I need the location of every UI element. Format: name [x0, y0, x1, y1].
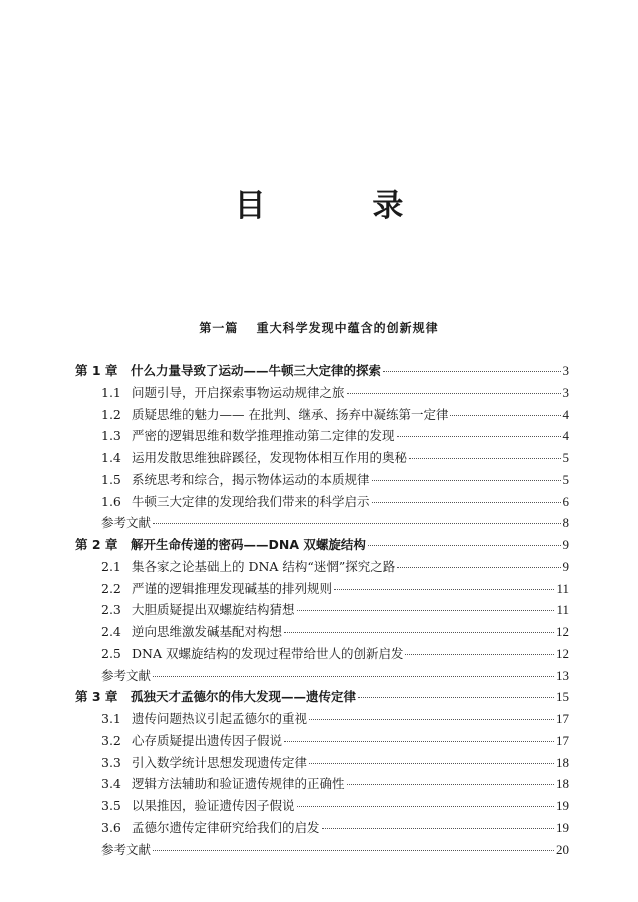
section-entry[interactable] [75, 556, 569, 578]
entry-title: 问题引导，开启探索事物运动规律之旅 [132, 384, 345, 400]
entry-title: 参考文献 [101, 841, 152, 857]
entry-number: 1.2 [101, 406, 121, 422]
page-number: 13 [556, 667, 569, 683]
section-entry[interactable] [75, 730, 569, 752]
entry-title: 严谨的逻辑推理发现碱基的排列规则 [132, 580, 333, 596]
page-number: 3 [562, 384, 569, 400]
dot-leader [372, 502, 561, 503]
section-entry[interactable] [75, 773, 569, 795]
chapter-entry[interactable] [75, 686, 569, 708]
dot-leader [450, 415, 560, 416]
page-number: 5 [562, 450, 569, 465]
section-entry[interactable] [75, 621, 569, 643]
dot-leader [309, 719, 554, 720]
dot-leader [405, 654, 554, 655]
entry-number: 1.4 [101, 450, 121, 465]
page-number: 4 [562, 428, 569, 444]
entry-title: 逻辑方法辅助和验证遗传规律的正确性 [132, 776, 345, 792]
entry-title: 严密的逻辑思维和数学推理推动第二定律的发现 [132, 428, 395, 444]
section-entry[interactable] [75, 599, 569, 621]
section-entry[interactable] [75, 382, 569, 404]
entry-title: 集各家之论基础上的 DNA 结构“迷惘”探究之路 [132, 558, 396, 574]
references-entry[interactable] [75, 665, 569, 687]
entry-number: 1.1 [101, 384, 121, 400]
entry-number: 2.4 [101, 624, 121, 639]
entry-title: 系统思考和综合，揭示物体运动的本质规律 [132, 471, 370, 487]
entry-number: 3.1 [101, 711, 121, 726]
section-entry[interactable] [75, 447, 569, 469]
dot-leader [153, 850, 554, 851]
entry-number: 2.1 [101, 558, 121, 574]
page-number: 5 [562, 471, 569, 487]
entry-number: 3.6 [101, 819, 121, 835]
page-number: 18 [556, 776, 569, 792]
entry-title: 什么力量导致了运动——牛顿三大定律的探索 [131, 363, 382, 378]
page-number: 11 [556, 580, 569, 596]
section-entry[interactable] [75, 795, 569, 817]
dot-leader [347, 393, 561, 394]
chapter-entry[interactable] [75, 534, 569, 556]
dot-leader [153, 676, 554, 677]
dot-leader [297, 806, 554, 807]
entry-title: DNA 双螺旋结构的发现过程带给世人的创新启发 [132, 645, 404, 661]
section-entry[interactable] [75, 708, 569, 730]
part-heading: 第一篇 重大科学发现中蕴含的创新规律 [199, 321, 439, 335]
dot-leader [409, 458, 560, 459]
section-entry[interactable] [75, 643, 569, 665]
dot-leader [153, 523, 560, 524]
section-entry[interactable] [75, 817, 569, 839]
entry-title: 大胆质疑提出双螺旋结构猜想 [132, 602, 295, 618]
entry-number: 1.6 [101, 493, 121, 509]
section-entry[interactable] [75, 752, 569, 774]
page-number: 12 [556, 624, 569, 639]
dot-leader [347, 784, 554, 785]
entry-number: 3.5 [101, 798, 121, 813]
page-number: 17 [556, 732, 569, 748]
page-number: 8 [562, 515, 569, 531]
entry-title: 参考文献 [101, 667, 152, 683]
page-number: 12 [556, 645, 569, 661]
entry-number: 2.5 [101, 645, 121, 661]
dot-leader [322, 828, 554, 829]
dot-leader [309, 763, 554, 764]
entry-number: 1.5 [101, 471, 121, 487]
dot-leader [334, 589, 554, 590]
dot-leader [284, 741, 554, 742]
page-number: 3 [562, 363, 569, 378]
entry-title: 质疑思维的魅力—— 在批判、继承、扬弃中凝练第一定律 [132, 406, 449, 422]
page-number: 15 [556, 689, 569, 705]
entry-number: 3.2 [101, 732, 121, 748]
page-number: 19 [556, 798, 569, 813]
page-number: 4 [562, 406, 569, 422]
entry-number: 第 2 章 [75, 537, 118, 552]
entry-title: 孟德尔遗传定律研究给我们的启发 [132, 819, 320, 835]
dot-leader [297, 610, 555, 611]
page-title: 目 录 [234, 188, 452, 224]
dot-leader [368, 545, 561, 546]
entry-title: 以果推因，验证遗传因子假说 [132, 798, 295, 813]
entry-number: 3.3 [101, 754, 121, 770]
entry-title: 运用发散思维独辟蹊径，发现物体相互作用的奥秘 [132, 450, 408, 465]
entry-number: 1.3 [101, 428, 121, 444]
page-number: 9 [562, 537, 569, 552]
page-number: 20 [556, 841, 569, 857]
section-entry[interactable] [75, 404, 569, 426]
page-number: 17 [556, 711, 569, 726]
page-number: 11 [556, 602, 569, 618]
references-entry[interactable] [75, 512, 569, 534]
page-number: 18 [556, 754, 569, 770]
entry-number: 第 1 章 [75, 363, 118, 378]
dot-leader [397, 567, 560, 568]
entry-title: 逆向思维激发碱基配对构想 [132, 624, 283, 639]
section-entry[interactable] [75, 469, 569, 491]
page-number: 19 [556, 819, 569, 835]
entry-number: 2.2 [101, 580, 121, 596]
page-number: 6 [562, 493, 569, 509]
section-entry[interactable] [75, 425, 569, 447]
entry-title: 遗传问题热议引起孟德尔的重视 [132, 711, 308, 726]
entry-title: 牛顿三大定律的发现给我们带来的科学启示 [132, 493, 370, 509]
entry-number: 第 3 章 [75, 689, 118, 705]
section-entry[interactable] [75, 491, 569, 513]
entry-title: 引入数学统计思想发现遗传定律 [132, 754, 308, 770]
dot-leader [383, 371, 560, 372]
entry-number: 2.3 [101, 602, 121, 618]
dot-leader [284, 632, 554, 633]
references-entry[interactable] [75, 839, 569, 861]
entry-number: 3.4 [101, 776, 121, 792]
entry-title: 解开生命传递的密码——DNA 双螺旋结构 [131, 537, 366, 552]
dot-leader [397, 436, 561, 437]
section-entry[interactable] [75, 578, 569, 600]
table-of-contents [75, 360, 569, 860]
chapter-entry[interactable] [75, 360, 569, 382]
entry-title: 心存质疑提出遗传因子假说 [132, 732, 283, 748]
entry-title: 孤独天才孟德尔的伟大发现——遗传定律 [131, 689, 357, 705]
dot-leader [358, 697, 554, 698]
entry-title: 参考文献 [101, 515, 152, 531]
page-number: 9 [562, 558, 569, 574]
dot-leader [372, 480, 561, 481]
